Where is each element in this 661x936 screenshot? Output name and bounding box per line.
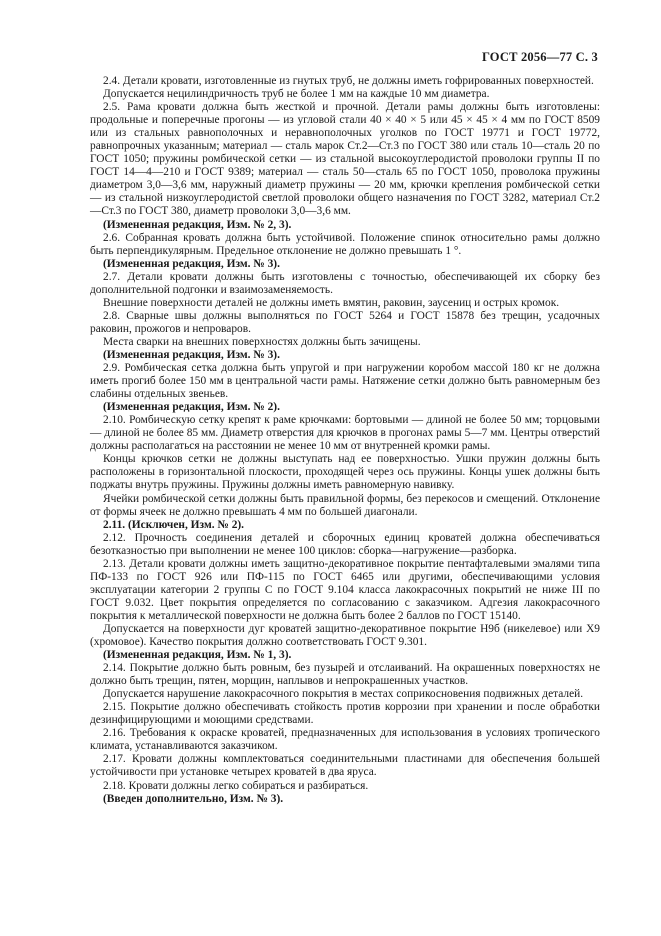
- clause-paragraph: 2.5. Рама кровати должна быть жесткой и прочной. Детали рамы должны быть изготовлены: продольные и поперечные прогоны — из угловой стали 40 × 40 × 5 или 45 × 45 × 4 мм по ГОСТ 8509 или из стальных равнополочных и неравнополочных уголков по ГОСТ 19771 и ГОСТ 19772, равнопрочных указанным; материал — сталь марок Ст.2—Ст.3 по ГОСТ 380 или сталь 10—сталь 20 по ГОСТ 1050; пружины ромбической сетки — из стальной высокоуглеродистой проволоки группы II по ГОСТ 14—4—210 и ГОСТ 9389; материал — сталь 50—сталь 65 по ГОСТ 1050, проволока пружины диаметром 3,0—3,6 мм, наружный диаметр пружины — 20 мм, крючки крепления ромбической сетки — из стальной низкоуглеродистой светлой проволоки общего назначения по ГОСТ 3282, материал Ст.2—Ст.3 по ГОСТ 380, диаметр проволоки 3,0—3,6 мм.: [90, 101, 600, 218]
- clause-paragraph: 2.4. Детали кровати, изготовленные из гнутых труб, не должны иметь гофрированных поверхностей.: [103, 75, 594, 87]
- amendment-note: (Измененная редакция, Изм. № 3).: [103, 348, 280, 361]
- clause-paragraph: Внешние поверхности деталей не должны иметь вмятин, раковин, заусениц и острых кромок.: [103, 296, 560, 309]
- clause-paragraph: 2.9. Ромбическая сетка должна быть упругой и при нагружении коробом массой 180 кг не должна иметь прогиб более 150 мм в центральной части рамы. Натяжение сетки должно быть равномерным без слабины отдельных звеньев.: [90, 362, 600, 401]
- amendment-note: (Измененная редакция, Изм. № 1, 3).: [103, 649, 292, 662]
- clause-paragraph: 2.14. Покрытие должно быть ровным, без пузырей и отслаиваний. На окрашенных поверхностях не должно быть трещин, пятен, морщин, наплывов и непрокрашенных участков.: [90, 662, 600, 688]
- clause-paragraph: Концы крючков сетки не должны выступать над ее поверхностью. Ушки пружин должны быть расположены в горизонтальной плоскости, проходящей через ось пружины. Концы ушек должны быть поджаты внутрь пружины. Пружины должны иметь равномерную навивку.: [90, 453, 600, 492]
- amendment-note: 2.11. (Исключен, Изм. № 2).: [103, 518, 245, 531]
- amendment-note: (Введен дополнительно, Изм. № 3).: [103, 792, 284, 805]
- clause-paragraph: Допускается нарушение лакокрасочного покрытия в местах соприкосновения подвижных деталей.: [103, 688, 584, 701]
- clause-paragraph: 2.13. Детали кровати должны иметь защитно-декоративное покрытие пентафталевыми эмалями типа ПФ-133 по ГОСТ 926 или ПФ-115 по ГОСТ 6465 или другими, обеспечивающими условия эксплуатации категории 2 группы С по ГОСТ 9.104 класса лакокрасочных покрытий не ниже III по ГОСТ 9.032. Цвет покрытия определяется по согласованию с заказчиком. Адгезия лакокрасочного покрытия к металлической поверхности не должна быть более 2 баллов по ГОСТ 15140.: [90, 557, 600, 622]
- clause-paragraph: 2.17. Кровати должны комплектоваться соединительными пластинами для обеспечения большей устойчивости при установке четырех кроватей в два яруса.: [90, 753, 600, 779]
- clause-paragraph: 2.7. Детали кровати должны быть изготовлены с точностью, обеспечивающей их сборку без дополнительной подгонки и взаимозаменяемость.: [90, 270, 600, 296]
- clause-paragraph: 2.6. Собранная кровать должна быть устойчивой. Положение спинок относительно рамы должно быть перпендикулярным. Предельное отклонение не должно превышать 1 °.: [90, 231, 600, 257]
- clause-paragraph: Места сварки на внешних поверхностях должны быть зачищены.: [103, 335, 421, 348]
- clause-paragraph: 2.10. Ромбическую сетку крепят к раме крючками: бортовыми — длиной не более 50 мм; торцовыми — длиной не более 85 мм. Диаметр отверстия для крючков в прогонах рамы 5—7 мм. Центры отверстий должны располагаться на расстоянии не менее 10 мм от внутренней кромки рамы.: [90, 414, 600, 453]
- amendment-note: (Измененная редакция, Изм. № 2, 3).: [103, 218, 292, 231]
- document-body: [90, 75, 600, 806]
- page-header: ГОСТ 2056—77 С. 3: [481, 50, 598, 64]
- amendment-note: (Измененная редакция, Изм. № 2).: [103, 401, 280, 414]
- clause-paragraph: Допускается на поверхности дуг кроватей защитно-декоративное покрытие Н9б (никелевое) или Х9 (хромовое). Качество покрытия должно соответствовать ГОСТ 9.301.: [90, 622, 600, 649]
- clause-paragraph: Ячейки ромбической сетки должны быть правильной формы, без перекосов и смещений. Отклонение от формы ячеек не должно превышать 4 мм по большей диагонали.: [90, 492, 600, 518]
- clause-paragraph: 2.18. Кровати должны легко собираться и разбираться.: [103, 779, 369, 792]
- clause-paragraph: 2.8. Сварные швы должны выполняться по ГОСТ 5264 и ГОСТ 15878 без трещин, усадочных раковин, прожогов и непроваров.: [90, 309, 600, 335]
- clause-paragraph: 2.15. Покрытие должно обеспечивать стойкость против коррозии при хранении и после обработки дезинфицирующими и моющими средствами.: [90, 701, 600, 727]
- clause-paragraph: 2.16. Требования к окраске кроватей, предназначенных для использования в условиях тропического климата, устанавливаются заказчиком.: [90, 727, 600, 753]
- amendment-note: (Измененная редакция, Изм. № 3).: [103, 257, 280, 270]
- clause-paragraph: 2.12. Прочность соединения деталей и сборочных единиц кроватей должна обеспечиваться безотказностью при выполнении не менее 100 циклов: сборка—нагружение—разборка.: [90, 531, 600, 557]
- clause-paragraph: Допускается нецилиндричность труб не более 1 мм на каждые 10 мм диаметра.: [103, 88, 490, 101]
